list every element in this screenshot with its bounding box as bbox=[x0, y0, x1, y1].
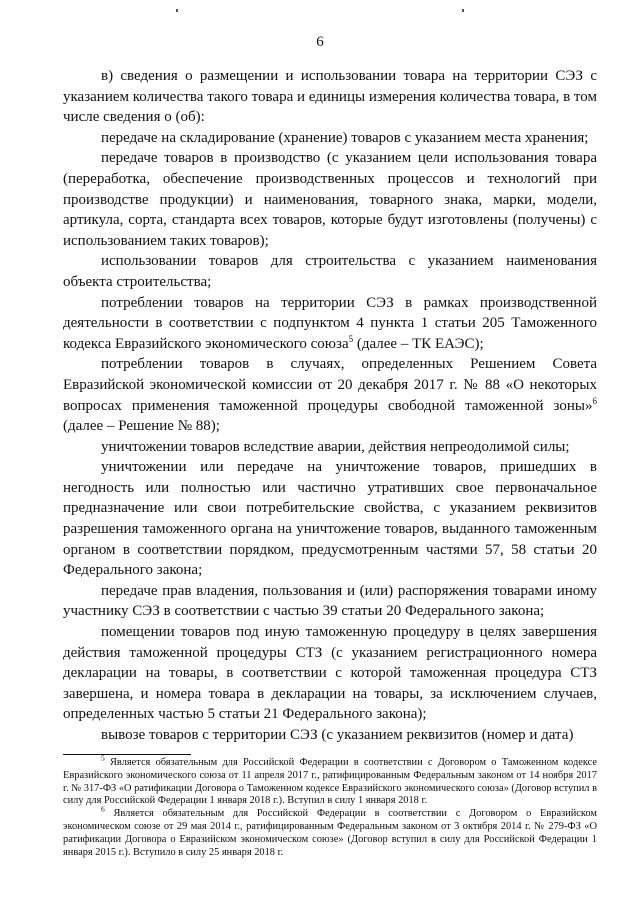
page-number: 6 bbox=[316, 34, 324, 50]
body-text bbox=[63, 66, 597, 746]
paragraph: уничтожении товаров вследствие аварии, действия непреодолимой силы; bbox=[101, 438, 570, 455]
scan-speck bbox=[176, 9, 178, 12]
footnote-divider bbox=[63, 754, 191, 755]
scan-speck bbox=[462, 9, 464, 12]
footnote-mark: 5 bbox=[101, 753, 105, 763]
paragraph: передаче товаров в производство (с указанием цели использования товара (переработка, обеспечение производственных процессов и технологий при производстве продукции) и наименования, товарного знака, марки, модели, артикула, сорта, стандарта всех товаров, которые будут изготовлены (получены) с использованием таких товаров); bbox=[63, 150, 597, 249]
paragraph: уничтожении или передаче на уничтожение товаров, пришедших в негодность или полностью или частично утративших свое первоначальное предназначение или свои потребительские свойства, с указанием реквизитов разрешения таможенного органа на уничтожение товаров, выданного таможенным органом в соответствии порядком, предусмотренным частями 57, 58 статьи 20 Федерального закона; bbox=[63, 459, 597, 579]
paragraph: использовании товаров для строительства с указанием наименования объекта строительства; bbox=[63, 253, 597, 290]
paragraph: помещении товаров под иную таможенную процедуру в целях завершения действия таможенной процедуры СТЗ (с указанием регистрационного номера декларации на товары, в соответствии с которой таможенная процедура СТЗ завершена, и номера товара в декларации на товары, за исключением случаев, определенных частью 5 статьи 21 Федерального закона); bbox=[63, 624, 597, 723]
paragraph: в) сведения о размещении и использовании товара на территории СЭЗ с указанием количества такого товара и единицы измерения количества товара, в том числе сведения о (об): bbox=[63, 68, 597, 126]
footnote-ref: 6 bbox=[592, 395, 597, 406]
paragraph: передаче на складирование (хранение) товаров с указанием места хранения; bbox=[101, 129, 589, 146]
paragraph: потреблении товаров в случаях, определенных Решением Совета Евразийской экономической комиссии от 20 декабря 2017 г. № 88 «О некоторых вопросах применения таможенной процедуры свободной таможенной зоны»$^6$ (далее – Решение № 88); bbox=[63, 356, 597, 435]
paragraph: потреблении товаров на территории СЭЗ в рамках производственной деятельности в соответствии с подпунктом 4 пункта 1 статьи 205 Таможенного кодекса Евразийского экономического союза$^5$ (далее – ТК ЕАЭС); bbox=[63, 294, 597, 352]
footnote-ref: 5 bbox=[348, 333, 354, 344]
footnote: $^5$ Является обязательным для Российской Федерации в соответствии с Договором о Таможенном кодексе Евразийского экономического союза от 11 апреля 2017 г., ратифицированным Федеральным законом от 14 ноября 2017 г. № 317-ФЗ «О ратификации Договора о Таможенном кодексе Евразийского экономического союза» (Договор вступил в силу для Российской Федерации 1 января 2018 г.). Вступил в силу 1 января 2018 г. bbox=[63, 753, 597, 807]
footnotes bbox=[63, 753, 597, 859]
footnote-mark: 6 bbox=[101, 804, 105, 814]
paragraph: передаче прав владения, пользования и (или) распоряжения товарами иному участнику СЭЗ в соответствии с частью 39 статьи 20 Федерального закона; bbox=[63, 582, 597, 620]
footnote: $^6$ Является обязательным для Российской Федерации в соответствии с Договором о Евразийском экономическом союзе от 29 мая 2014 г., ратифицированным Федеральным законом от 3 октября 2014 г. № 279-ФЗ «О ратификации Договора о Евразийском экономическом союзе» (Договор вступил в силу для Российской Федерации 1 января 2015 г.). Вступило в силу 25 января 2018 г. bbox=[63, 804, 597, 858]
paragraph: вывозе товаров с территории СЭЗ (с указанием реквизитов (номер и дата) bbox=[101, 727, 574, 743]
